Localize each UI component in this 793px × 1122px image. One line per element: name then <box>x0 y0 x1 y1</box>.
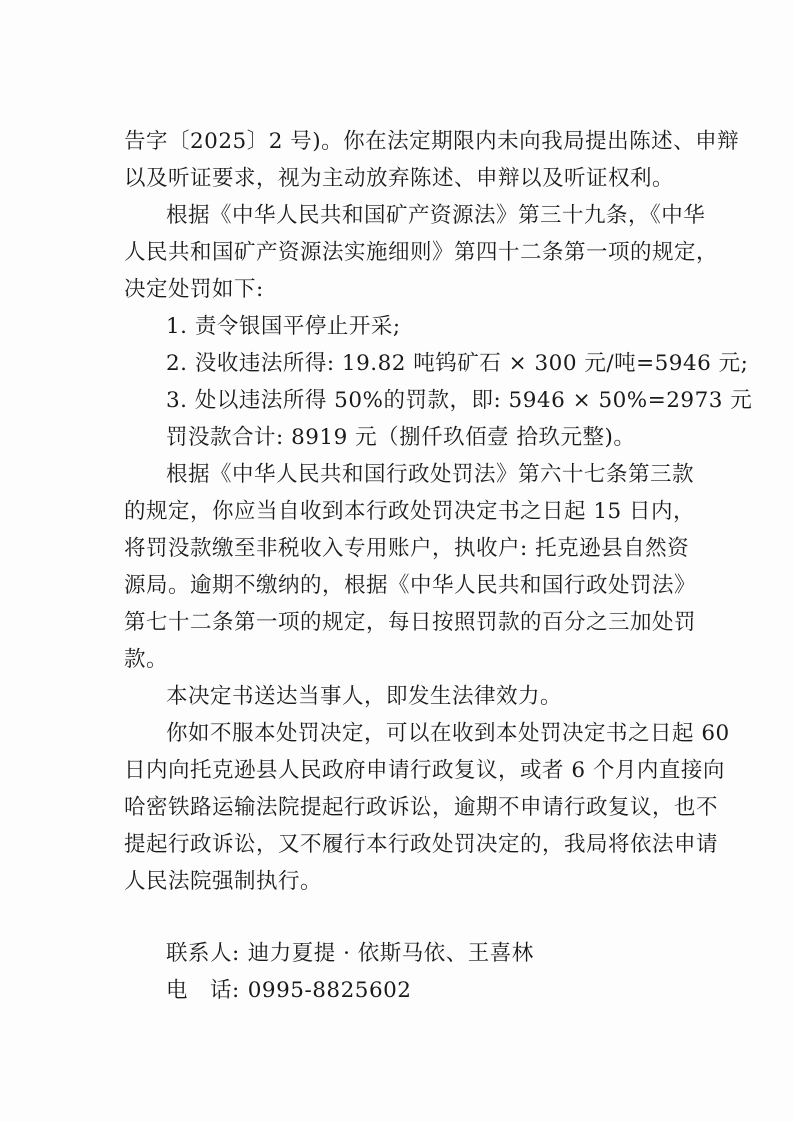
contact-person-label: 联系人: <box>166 941 240 966</box>
penalty-item: 2. 没收违法所得: 19.82 吨钨矿石 × 300 元/吨=5946 元; <box>166 351 749 376</box>
contact-person <box>166 940 534 968</box>
text-line: 将罚没款缴至非税收入专用账户，执收户: 托克逊县自然资 <box>124 536 690 561</box>
contact-phone-value: 0995-8825602 <box>247 978 412 1003</box>
text-line: 提起行政诉讼，又不履行本行政处罚决定的，我局将依法申请 <box>124 832 719 857</box>
text-line: 第七十二条第一项的规定，每日按照罚款的百分之三加处罚 <box>124 610 697 635</box>
text-line: 决定处罚如下: <box>124 277 264 302</box>
penalty-total: 罚没款合计: 8919 元（捌仟玖佰壹 拾玖元整)。 <box>166 425 636 450</box>
text-line: 告字〔2025〕2 号)。你在法定期限内未向我局提出陈述、申辩 <box>124 129 740 154</box>
penalty-item: 1. 责令银国平停止开采; <box>166 314 401 339</box>
contact-person-value: 迪力夏提 · 依斯马依、王喜林 <box>247 941 534 966</box>
contact-phone-label: 电 话: <box>166 978 240 1003</box>
text-line: 根据《中华人民共和国矿产资源法》第三十九条，《中华 <box>166 203 706 228</box>
text-line: 日内向托克逊县人民政府申请行政复议，或者 6 个月内直接向 <box>124 758 725 783</box>
text-line: 你如不服本处罚决定，可以在收到本处罚决定书之日起 60 <box>166 721 730 746</box>
contact-phone <box>166 977 411 1005</box>
text-line: 人民法院强制执行。 <box>124 869 323 894</box>
text-line: 本决定书送达当事人，即发生法律效力。 <box>166 684 563 709</box>
text-line: 哈密铁路运输法院提起行政诉讼，逾期不申请行政复议，也不 <box>124 795 719 820</box>
text-line: 款。 <box>124 647 169 672</box>
penalty-item: 3. 处以违法所得 50%的罚款，即: 5946 × 50%=2973 元 <box>166 388 753 413</box>
text-line: 的规定，你应当自收到本行政处罚决定书之日起 15 日内， <box>124 499 696 524</box>
text-line: 人民共和国矿产资源法实施细则》第四十二条第一项的规定， <box>124 240 719 265</box>
text-line: 根据《中华人民共和国行政处罚法》第六十七条第三款 <box>166 462 695 487</box>
text-line: 以及听证要求，视为主动放弃陈述、申辩以及听证权利。 <box>124 166 675 191</box>
text-line: 源局。逾期不缴纳的，根据《中华人民共和国行政处罚法》 <box>124 573 697 598</box>
